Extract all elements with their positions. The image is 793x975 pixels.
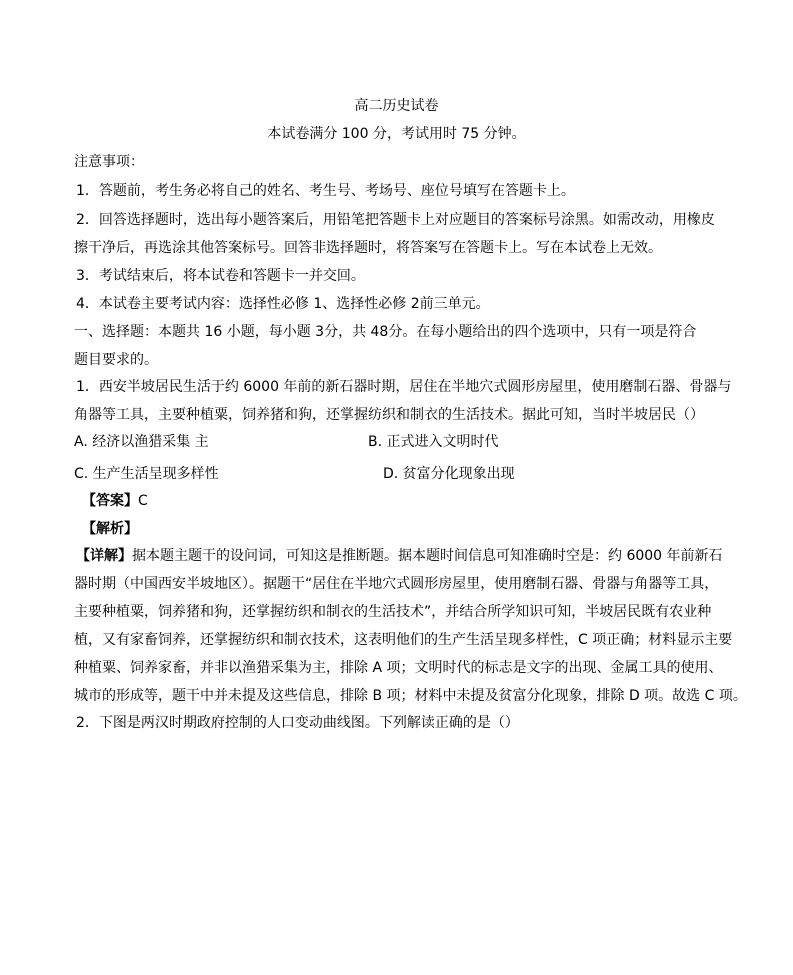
detail-tag: 【详解】 <box>76 548 132 564</box>
page-subtitle: 本试卷满分 100 分，考试用时 75 分钟。 <box>267 126 526 142</box>
q1-detail-line-6: 城市的形成等，题干中并未提及这些信息，排除 B 项；材料中未提及贫富分化现象，排除 D 项。故选 C 项。 <box>74 688 747 704</box>
q1-stem-line-2: 角器等工具，主要种植粟，饲养猪和狗，还掌握纺织和制衣的生活技术。据此可知，当时半坡居民（） <box>74 407 704 423</box>
q1-answer <box>82 491 148 511</box>
q1-detail-line-3: 主要种植粟，饲养猪和狗，还掌握纺织和制衣的生活技术”，并结合所学知识可知，半坡居民既有农业种 <box>74 604 712 620</box>
detail-text: 据本题主题干的设问词，可知这是推断题。据本题时间信息可知准确时空是：约 6000 年前新石 <box>132 548 723 564</box>
section-heading-cont: 题目要求的。 <box>74 352 158 368</box>
q1-detail-line-5: 种植粟、饲养家畜，并非以渔猎采集为主，排除 A 项；文明时代的标志是文字的出现、金属工具的使用、 <box>74 660 723 676</box>
q1-option-d: D. 贫富分化现象出现 <box>383 466 515 482</box>
q2-stem: 2．下图是两汉时期政府控制的人口变动曲线图。下列解读正确的是（） <box>76 715 519 731</box>
q1-option-b: B. 正式进入文明时代 <box>368 434 499 450</box>
answer-value: C <box>138 493 148 509</box>
section-heading: 一、选择题：本题共 16 小题，每小题 3分，共 48分。在每小题给出的四个选项中，只有一项是符合 <box>74 324 697 340</box>
q1-detail-line-4: 植，又有家畜饲养，还掌握纺织和制衣技术，这表明他们的生产生活呈现多样性，C 项正确；材料显示主要 <box>74 632 733 648</box>
answer-tag: 【答案】 <box>82 493 138 509</box>
q1-detail-line-1 <box>76 546 723 566</box>
q1-option-a: A. 经济以渔猎采集 主 <box>74 434 209 450</box>
q1-detail-line-2: 器时期（中国西安半坡地区）。据题干“居住在半地穴式圆形房屋里，使用磨制石器、骨器与角器等工具， <box>74 576 719 592</box>
note-4: 4．本试卷主要考试内容：选择性必修 1、选择性必修 2前三单元。 <box>76 296 490 312</box>
q1-analysis-tag <box>82 519 138 539</box>
page-title: 高二历史试卷 <box>354 98 439 114</box>
q1-stem-line-1: 1．西安半坡居民生活于约 6000 年前的新石器时期，居住在半地穴式圆形房屋里，使用磨制石器、骨器与 <box>76 379 732 395</box>
q1-option-c: C. 生产生活呈现多样性 <box>74 466 219 482</box>
notes-heading: 注意事项： <box>74 154 144 170</box>
note-3: 3．考试结束后，将本试卷和答题卡一并交回。 <box>76 268 365 284</box>
note-2-cont: 擦干净后，再选涂其他答案标号。回答非选择题时，将答案写在答题卡上。写在本试卷上无效。 <box>74 240 662 256</box>
note-1: 1．答题前，考生务必将自己的姓名、考生号、考场号、座位号填写在答题卡上。 <box>76 183 575 199</box>
note-2: 2．回答选择题时，选出每小题答案后，用铅笔把答题卡上对应题目的答案标号涂黑。如需改动，用橡皮 <box>76 212 715 228</box>
analysis-tag: 【解析】 <box>82 521 138 537</box>
